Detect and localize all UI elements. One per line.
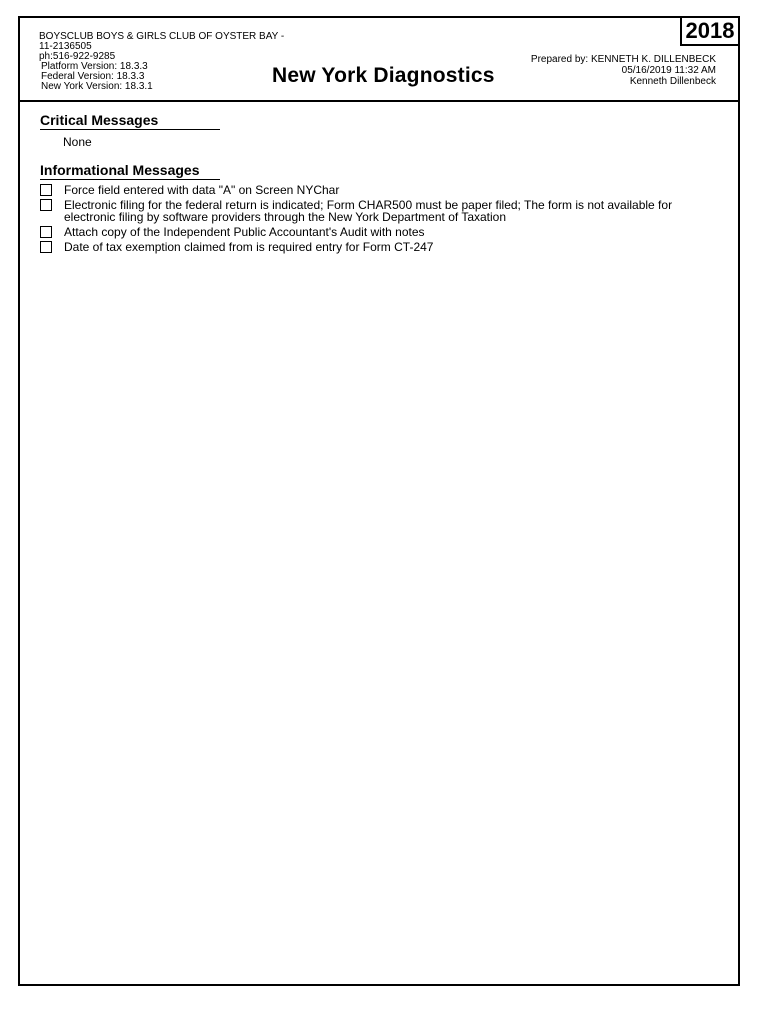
list-item (40, 199, 720, 223)
message-text: Electronic filing for the federal return is indicated; Form CHAR500 must be paper filed; The form is not available for electronic filing by software providers through the New York Department of Taxation (64, 198, 673, 224)
report-header (20, 18, 738, 102)
org-phone: ph:516-922-9285 (39, 51, 116, 62)
prepared-by: Prepared by: KENNETH K. DILLENBECK (530, 54, 716, 65)
informational-messages-heading: Informational Messages (40, 162, 220, 180)
federal-version: Federal Version: 18.3.3 (41, 71, 145, 82)
organization-info (39, 32, 284, 92)
preparer-name: Kenneth Dillenbeck (629, 76, 716, 87)
message-text: Force field entered with data "A" on Screen NYChar (64, 183, 340, 197)
tax-year-badge: 2018 (680, 18, 738, 46)
org-name: BOYSCLUB BOYS & GIRLS CLUB OF OYSTER BAY - (39, 31, 285, 42)
diagnostics-page (18, 16, 740, 986)
message-text: Date of tax exemption claimed from is required entry for Form CT-247 (64, 240, 434, 254)
prepared-datetime: 05/16/2019 11:32 AM (621, 65, 716, 76)
platform-version: Platform Version: 18.3.3 (41, 61, 148, 72)
critical-messages-heading: Critical Messages (40, 112, 220, 130)
list-item (40, 241, 720, 253)
page-title: New York Diagnostics (272, 64, 495, 87)
org-ein: 11-2136505 (39, 41, 92, 52)
message-checkbox[interactable] (40, 184, 52, 196)
message-checkbox[interactable] (40, 241, 52, 253)
list-item (40, 184, 720, 196)
list-item (40, 226, 720, 238)
message-checkbox[interactable] (40, 226, 52, 238)
preparer-info (531, 54, 716, 87)
ny-version: New York Version: 18.3.1 (41, 81, 153, 92)
message-checkbox[interactable] (40, 199, 52, 211)
message-text: Attach copy of the Independent Public Accountant's Audit with notes (64, 225, 425, 239)
informational-message-list (40, 184, 720, 256)
critical-none-text: None (63, 135, 92, 149)
